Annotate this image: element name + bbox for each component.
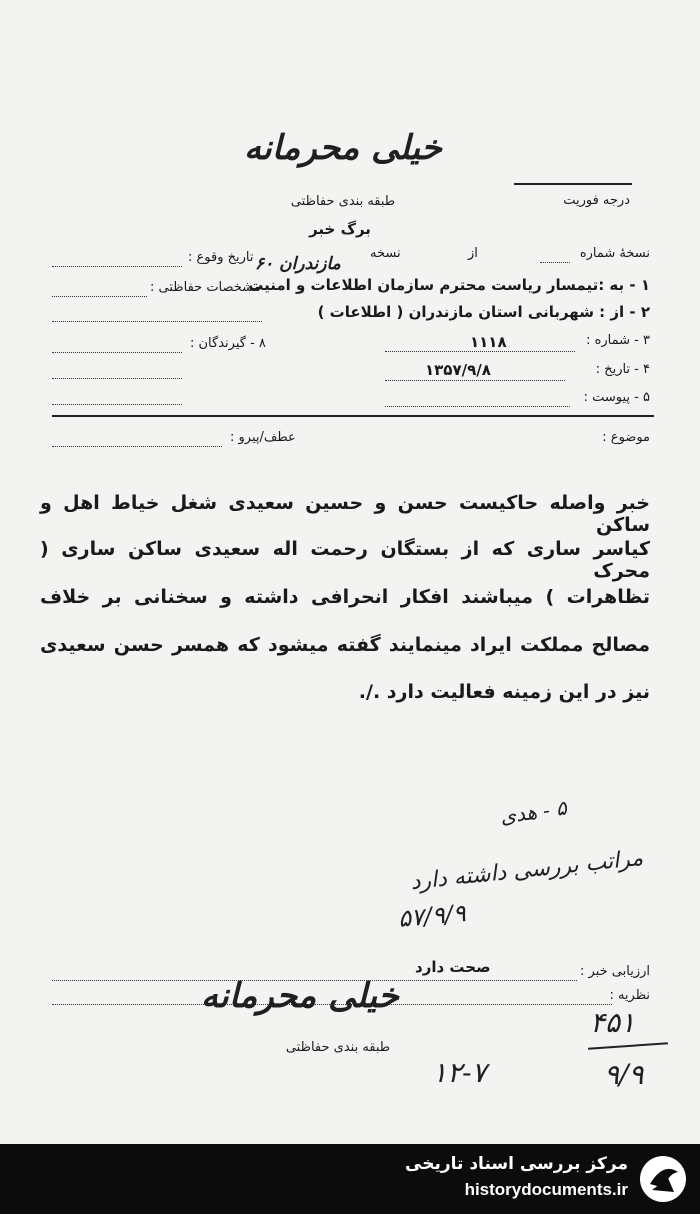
margin-ref: ۱۲-۷: [432, 1056, 487, 1089]
body-line: کیاسر ساری که از بستگان رحمت اله سعیدی ساکن ساری ( محرک: [40, 538, 650, 582]
evaluation-value: صحت دارد: [415, 958, 491, 976]
attachment-dots: [385, 406, 570, 407]
org-logo-icon: [638, 1154, 688, 1204]
margin-number: ۴۵۱: [590, 1006, 636, 1039]
priority-label: درجه فوریت: [563, 193, 630, 208]
number-dots: [385, 351, 575, 352]
recipients-label: ۸ - گیرندگان :: [190, 336, 266, 351]
number-value: ۱۱۱۸: [470, 333, 507, 351]
section-separator: [52, 415, 654, 417]
body-line: خبر واصله حاکیست حسن و حسین سعیدی شغل خیاط اهل و ساکن: [40, 492, 650, 536]
recipients-dots-1: [52, 352, 182, 353]
event-date-dots: [52, 266, 182, 267]
from-line: ۲ - از : شهربانی استان مازندران ( اطلاعات ): [317, 303, 650, 321]
reference-label: عطف/پیرو :: [230, 430, 296, 445]
date-value: ۱۳۵۷/۹/۸: [425, 361, 491, 379]
event-date-label: تاریخ وقوع :: [188, 250, 254, 265]
margin-date: ۹/۹: [604, 1058, 644, 1091]
top-classification-label: طبقه بندی حفاظتی: [290, 194, 396, 209]
number-label: ۳ - شماره :: [586, 333, 650, 348]
top-stamp: خیلی محرمانه: [244, 128, 442, 168]
classification-mark-dots: [52, 296, 147, 297]
form-title: برگ خبر: [309, 220, 371, 238]
classification-mark-label: مشخصات حفاظتی :: [150, 280, 261, 295]
website-text: historydocuments.ir: [464, 1180, 628, 1199]
reference-dots: [52, 446, 222, 447]
subject-label: موضوع :: [602, 430, 650, 445]
bottom-stamp: خیلی محرمانه: [201, 976, 399, 1016]
margin-number-underline: [588, 1042, 668, 1050]
opinion-label: نظریه :: [609, 988, 650, 1003]
handwritten-note-1: ۵ - هدی: [498, 795, 569, 829]
watermark-footer: [0, 1144, 700, 1214]
copy-from-label: از: [468, 246, 478, 261]
body-line: مصالح مملکت ایراد مینمایند گفته میشود که همسر حسن سعیدی: [40, 634, 650, 656]
to-line: ۱ - به :تیمسار ریاست محترم سازمان اطلاعات و امنیت: [248, 276, 650, 294]
copy-label: نسخه: [370, 246, 401, 261]
copy-number-dots: [540, 262, 570, 263]
attachment-dots-left: [52, 404, 182, 405]
priority-rule: [514, 183, 632, 185]
attachment-label: ۵ - پیوست :: [583, 390, 650, 405]
recipients-dots-2: [52, 378, 182, 379]
handwritten-place: مازندران ۶۰: [255, 254, 341, 274]
evaluation-label: ارزیابی خبر :: [580, 964, 650, 979]
from-dots: [52, 321, 262, 322]
body-line: تظاهرات ) میباشند افکار انحرافی داشته و سخنانی بر خلاف: [40, 586, 650, 608]
copy-number-label: نسخهٔ شماره: [579, 246, 650, 261]
body-line-last: نیز در این زمینه فعالیت دارد ./.: [358, 681, 650, 703]
org-name: مرکز بررسی اسناد تاریخی: [405, 1154, 628, 1174]
date-label: ۴ - تاریخ :: [595, 362, 650, 377]
bottom-classification-label: طبقه بندی حفاظتی: [285, 1040, 391, 1055]
handwritten-note-2: مراتب بررسی داشته دارد: [409, 845, 645, 896]
date-dots: [385, 380, 565, 381]
handwritten-note-date: ۵۷/۹/۹: [396, 899, 467, 933]
